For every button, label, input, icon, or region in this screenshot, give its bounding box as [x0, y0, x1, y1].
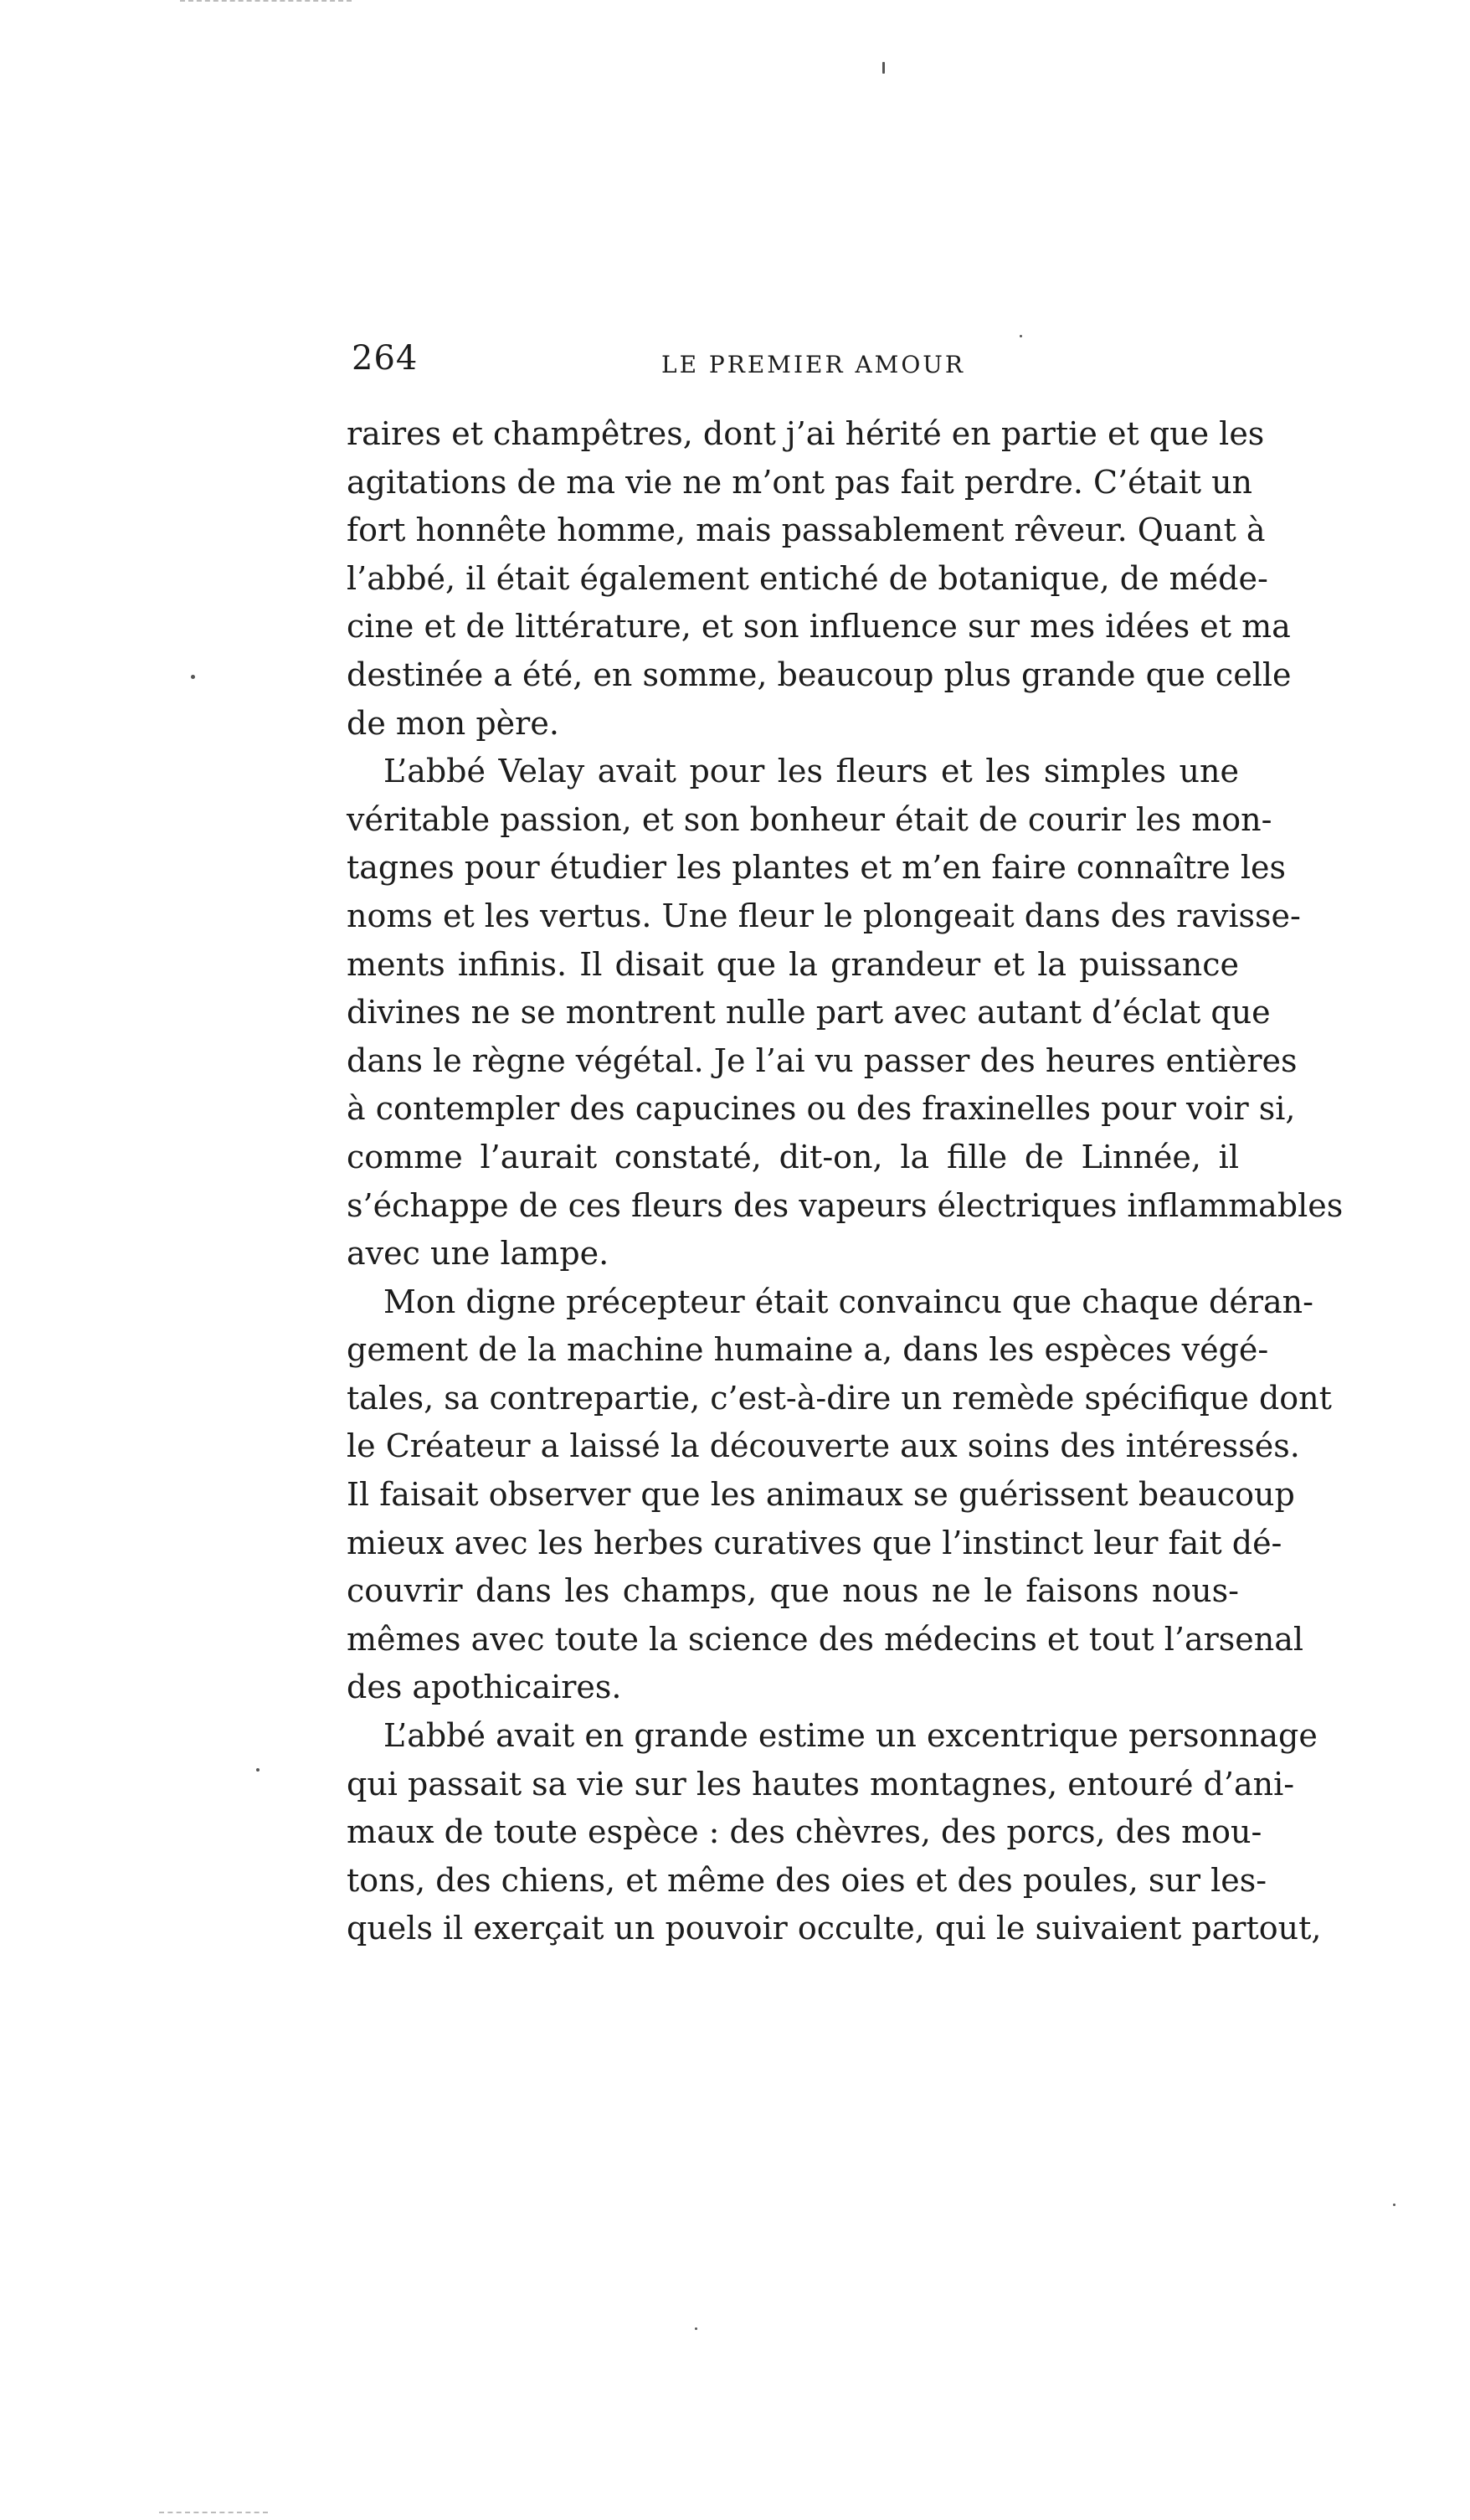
- text-line: de mon père.: [347, 704, 559, 742]
- paragraph: [347, 1278, 1332, 1712]
- body-text: [347, 410, 1344, 1953]
- scan-speck: [256, 1768, 260, 1772]
- text-line: mêmes avec toute la science des médecins et tout l’arsenal: [347, 1620, 1304, 1658]
- text-line: fort honnête homme, mais passablement rêveur. Quant à: [347, 512, 1266, 549]
- scan-speck: [1393, 2204, 1395, 2206]
- text-line: dans le règne végétal. Je l’ai vu passer des heures entières: [347, 1041, 1298, 1079]
- text-line: le Créateur a laissé la découverte aux soins des intéressés.: [347, 1427, 1300, 1465]
- text-line: l’abbé, il était également entiché de botanique, de méde-: [347, 559, 1268, 597]
- paragraph: [347, 1712, 1322, 1953]
- text-line: Mon digne précepteur était convaincu que chaque déran-: [383, 1283, 1313, 1320]
- text-line: tagnes pour étudier les plantes et m’en faire connaître les: [347, 849, 1286, 887]
- text-line: L’abbé avait en grande estime un excentrique personnage: [383, 1717, 1318, 1755]
- text-line: véritable passion, et son bonheur était de courir les mon-: [347, 800, 1272, 838]
- scan-edge-mark-top: [180, 0, 352, 2]
- text-line: noms et les vertus. Une fleur le plongeait dans des ravisse-: [347, 897, 1301, 934]
- text-line: qui passait sa vie sur les hautes montagnes, entouré d’ani-: [347, 1765, 1295, 1803]
- page-number: 264: [352, 339, 419, 378]
- text-line: couvrir dans les champs, que nous ne le faisons nous-: [347, 1572, 1239, 1610]
- text-line: L’abbé Velay avait pour les fleurs et les simples une: [383, 753, 1239, 790]
- text-line: raires et champêtres, dont j’ai hérité en partie et que les: [347, 415, 1265, 452]
- paragraph: [347, 748, 1344, 1278]
- text-line: tons, des chiens, et même des oies et des poules, sur les-: [347, 1861, 1267, 1899]
- text-line: agitations de ma vie ne m’ont pas fait perdre. C’était un: [347, 463, 1253, 501]
- scan-speck: [191, 675, 195, 679]
- page-header: [352, 339, 1239, 389]
- text-line: destinée a été, en somme, beaucoup plus grande que celle: [347, 656, 1292, 693]
- text-line: tales, sa contrepartie, c’est-à-dire un remède spécifique dont: [347, 1379, 1332, 1417]
- text-line: des apothicaires.: [347, 1669, 622, 1706]
- text-line: s’échappe de ces fleurs des vapeurs électriques inflammables: [347, 1186, 1344, 1224]
- text-line: gement de la machine humaine a, dans les espèces végé-: [347, 1331, 1269, 1369]
- text-line: mieux avec les herbes curatives que l’instinct leur fait dé-: [347, 1524, 1282, 1561]
- text-line: à contempler des capucines ou des fraxinelles pour voir si,: [347, 1090, 1296, 1128]
- text-line: cine et de littérature, et son influence sur mes idées et ma: [347, 608, 1291, 645]
- running-title: LE PREMIER AMOUR: [661, 351, 965, 378]
- scan-speck: [882, 62, 885, 74]
- text-line: quels il exerçait un pouvoir occulte, qui le suivaient partout,: [347, 1910, 1322, 1947]
- text-line: Il faisait observer que les animaux se guérissent beaucoup: [347, 1476, 1295, 1514]
- paragraph: [347, 410, 1292, 748]
- scan-speck: [695, 2327, 697, 2330]
- text-line: comme l’aurait constaté, dit-on, la fille de Linnée, il: [347, 1138, 1239, 1175]
- text-line: avec une lampe.: [347, 1235, 609, 1273]
- text-line: divines ne se montrent nulle part avec autant d’éclat que: [347, 994, 1271, 1031]
- scan-speck: [1020, 335, 1022, 337]
- scan-edge-mark-bottom: [159, 2512, 268, 2513]
- text-line: maux de toute espèce : des chèvres, des porcs, des mou-: [347, 1813, 1262, 1851]
- text-line: ments infinis. Il disait que la grandeur et la puissance: [347, 945, 1239, 983]
